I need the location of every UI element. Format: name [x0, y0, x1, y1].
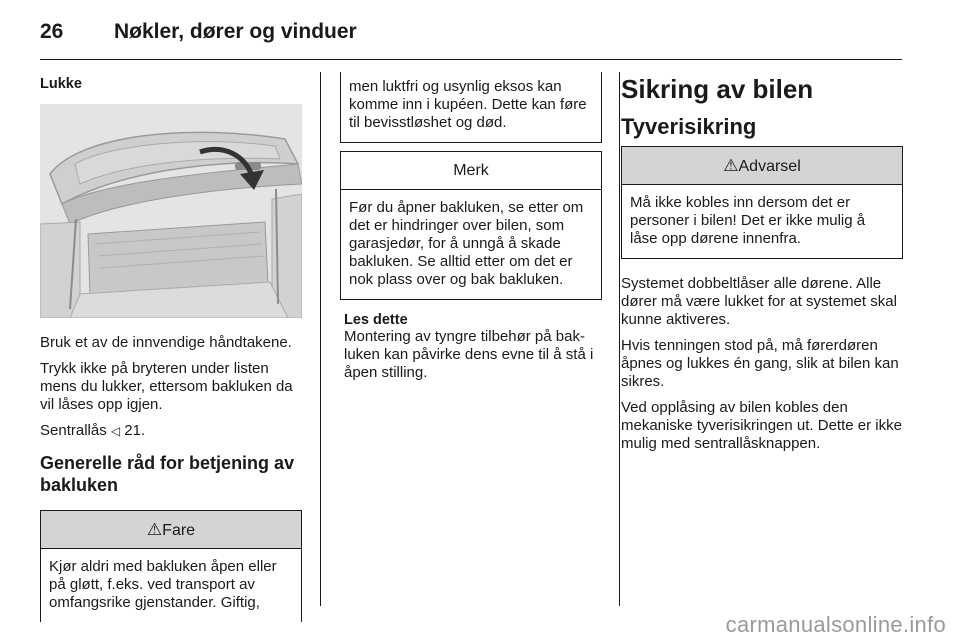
paragraph-unlocking: Ved opplåsing av bilen kobles den mekaniske tyverisikringen ut. Dette er ikke mulig med sentrallåsknappen.: [621, 399, 902, 452]
warning-triangle-icon: ⚠: [723, 156, 739, 175]
read-this-body: Montering av tyngre tilbehør på bakluken kan påvirke dens evne til å stå i åpen stilling.: [344, 328, 594, 381]
tailgate-illustration-drawing: [40, 104, 302, 318]
column-divider-1: [320, 72, 321, 606]
caution-box-title: Advarsel: [738, 158, 801, 175]
note-box: [340, 151, 602, 300]
tailgate-illustration: [40, 104, 302, 318]
danger-box-header: [41, 511, 301, 549]
section-subhead-lukke: Lukke: [40, 76, 82, 92]
warning-triangle-icon: ⚠: [146, 520, 163, 539]
watermark-text: carmanualsonline.info: [725, 612, 946, 637]
paragraph-double-lock: Systemet dobbeltlåser alle dørene. Alle dører må være lukket for at systemet skal kunne aktiveres.: [621, 275, 897, 328]
page-number: 26: [40, 20, 64, 43]
heading-anti-theft: Tyverisikring: [621, 114, 757, 139]
paragraph-ignition: Hvis tenningen stod på, må førerdøren åpnes og lukkes én gang, slik at bilen kan sikres.: [621, 337, 899, 390]
reference-label: Sentrallås: [40, 422, 107, 439]
central-lock-reference: [40, 422, 302, 440]
danger-box-continuation: men luktfri og usynlig eksos kan komme inn i kupéen. Dette kan føre til bevisstløshet og død.: [340, 72, 602, 143]
column-right: [621, 72, 903, 453]
reference-page: 21.: [124, 422, 146, 439]
danger-box: [40, 510, 302, 622]
chapter-title: Nøkler, dører og vinduer: [114, 20, 357, 43]
danger-box-title: Fare: [162, 522, 196, 539]
caution-box: [621, 146, 903, 259]
read-this-note: [340, 312, 602, 382]
caution-box-body: Må ikke kobles inn dersom det er personer i bilen! Det er ikke mulig å låse opp dørene innenfra.: [630, 194, 866, 247]
caution-box-header: [622, 147, 902, 185]
note-box-header: Merk: [341, 152, 601, 190]
column-left: [40, 72, 302, 622]
column-middle: [340, 72, 602, 382]
column-divider-2: [619, 72, 620, 606]
page-ref-arrow-icon: ◁: [110, 424, 121, 438]
note-box-body: Før du åpner bakluken, se etter om det er hindringer over bilen, som garasjedør, for å unngå å skade bakluken. Se alltid etter om det er nok plass over og bak bakluken.: [349, 199, 584, 288]
header-divider: [40, 59, 902, 60]
paragraph-handles: Bruk et av de innvendige håndtakene.: [40, 334, 292, 351]
paragraph-switch-warning: Trykk ikke på bryteren under listen mens du lukker, ettersom bakluken da vil låses opp igjen.: [40, 360, 293, 413]
page-header: [40, 18, 902, 58]
read-this-title: Les dette: [344, 312, 408, 328]
heading-general-advice: Generelle råd for betjening av bakluken: [40, 453, 295, 495]
danger-box-body: Kjør aldri med bakluken åpen eller på gløtt, f.eks. ved transport av omfangsrike gjenstander. Giftig,: [49, 558, 277, 611]
heading-securing-car: Sikring av bilen: [621, 74, 814, 104]
